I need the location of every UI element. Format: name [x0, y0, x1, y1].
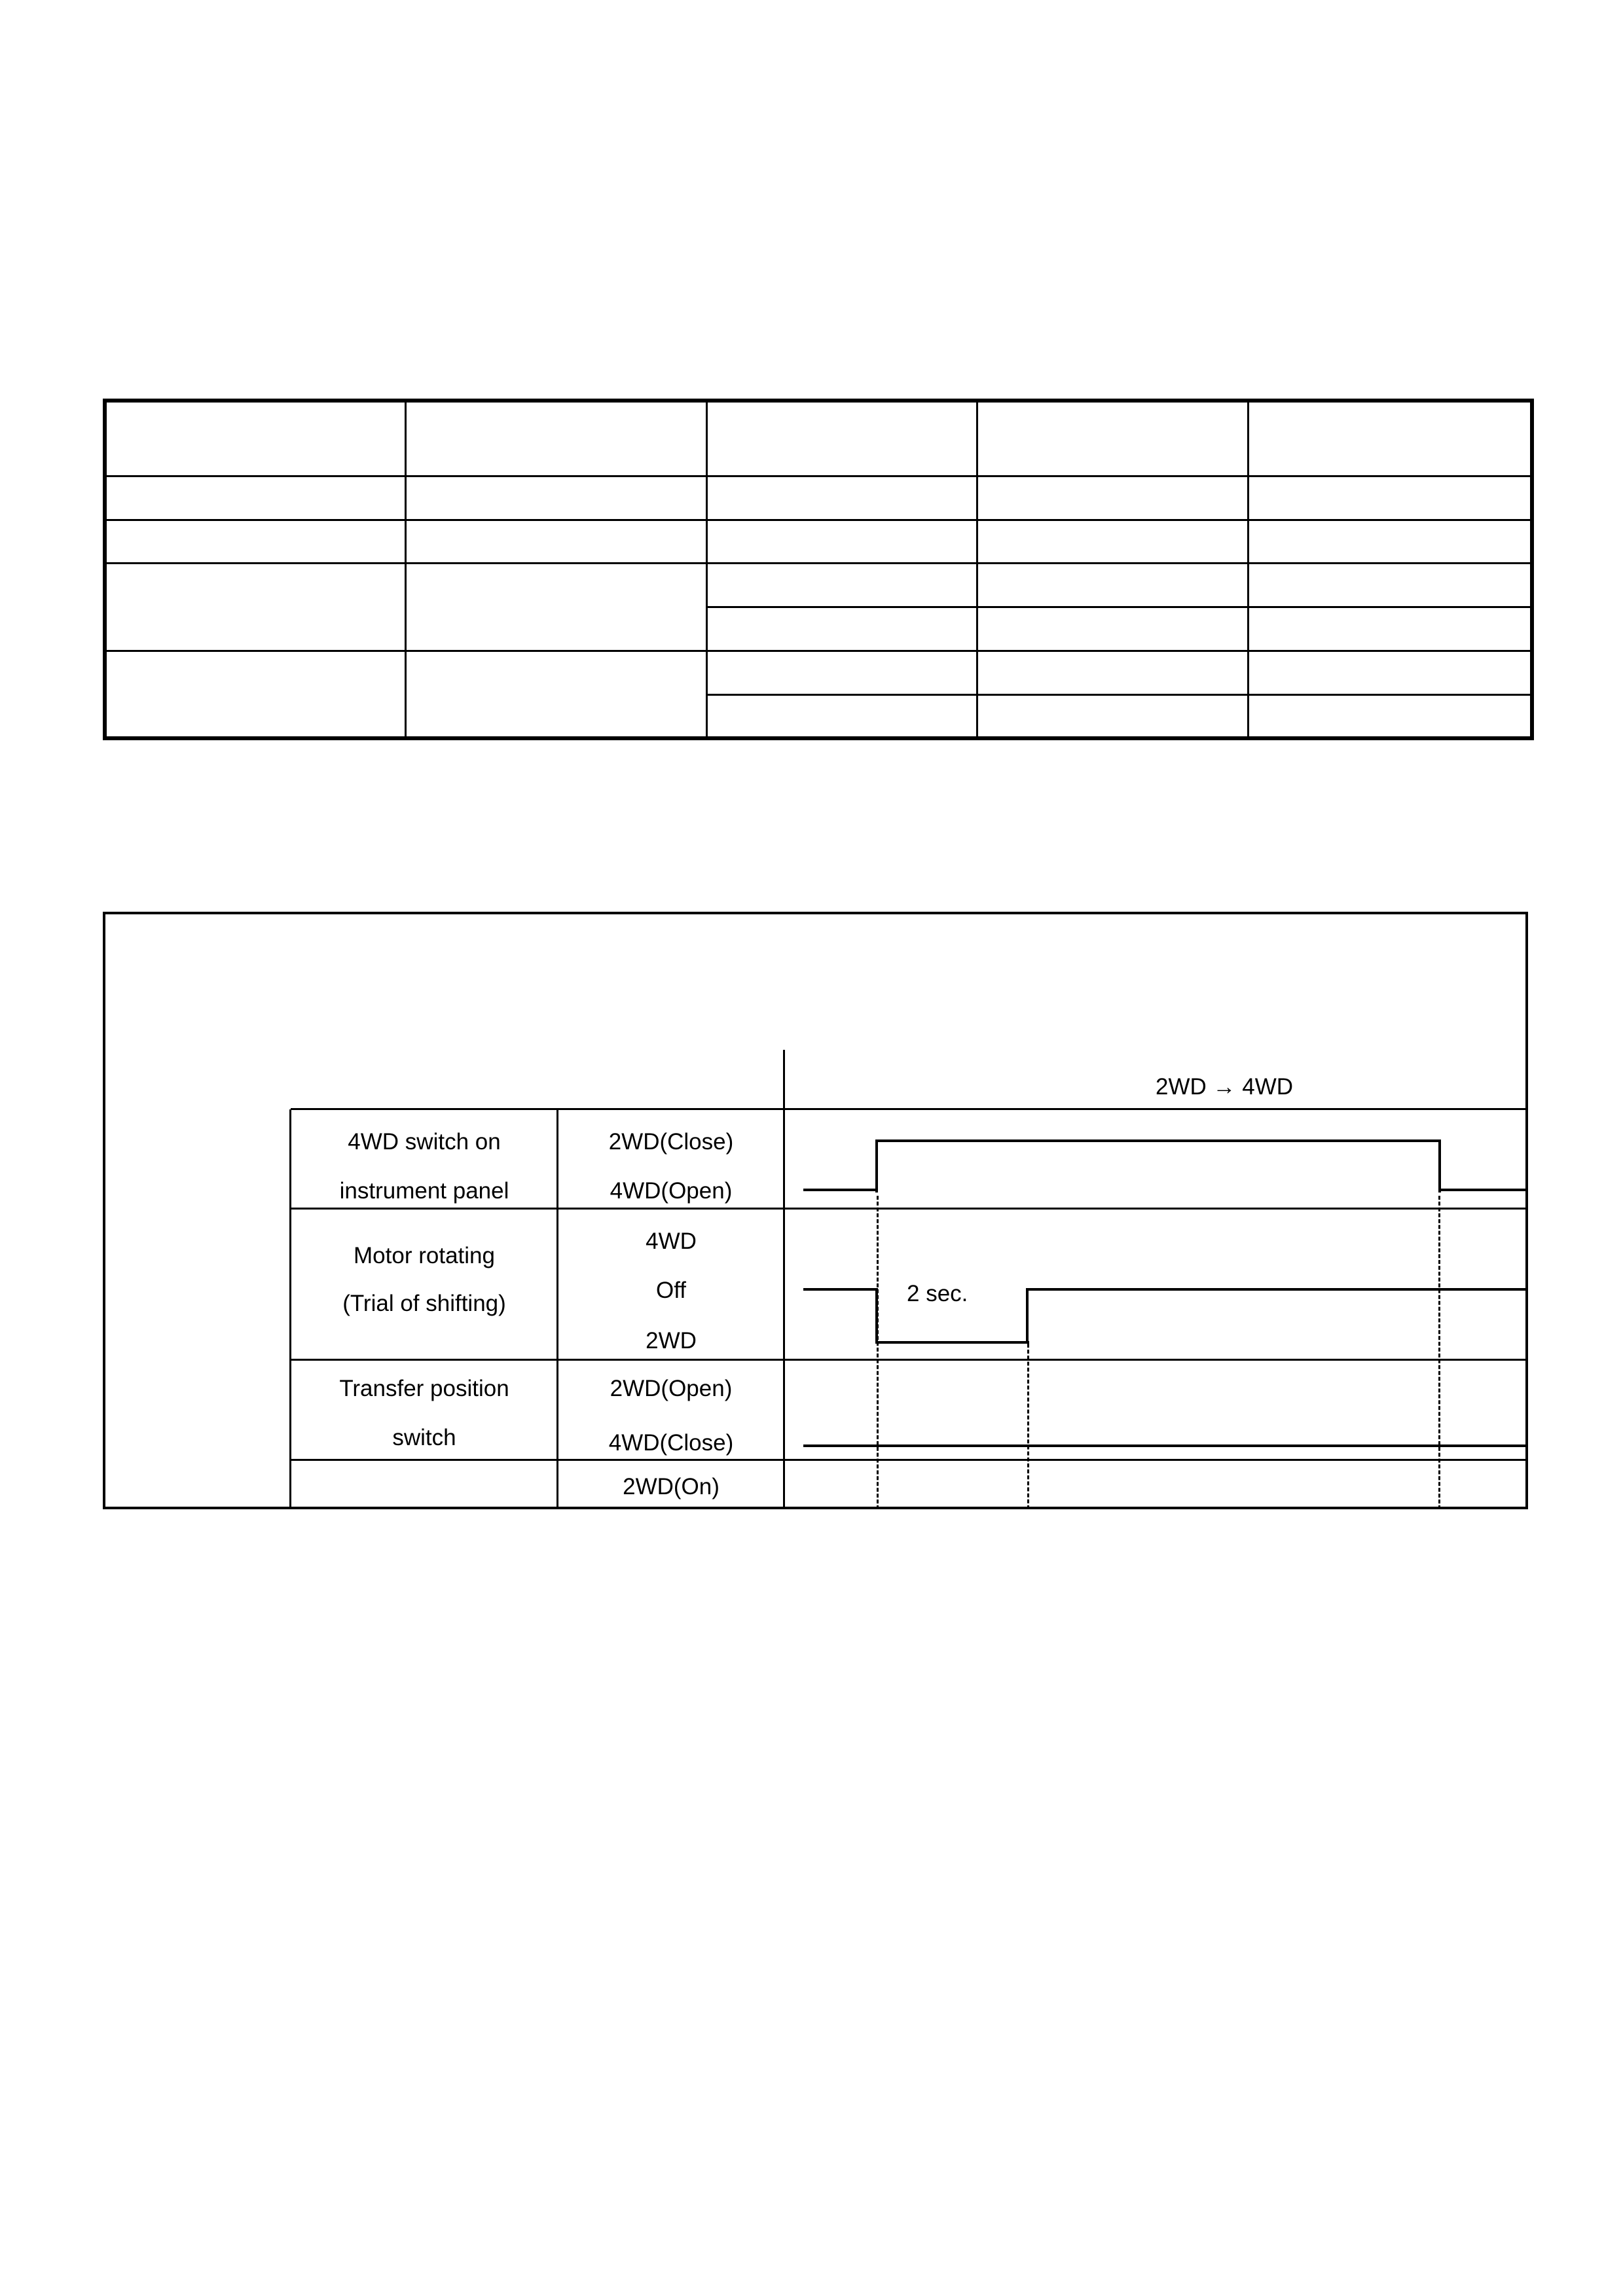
signal-level-label: 2WD(Close)	[608, 1129, 734, 1155]
signal-level-label: 4WD(Open)	[610, 1178, 733, 1204]
row-label: instrument panel	[339, 1178, 509, 1204]
diagram-grid-line	[291, 1459, 1528, 1461]
waveform-4wd-switch-low-left	[803, 1189, 878, 1191]
spec-table-column-line	[1247, 401, 1249, 738]
spec-table	[103, 399, 1534, 740]
event-marker-dashed-line	[1027, 1344, 1029, 1509]
waveform-4wd-switch-rise-edge	[875, 1139, 878, 1193]
waveform-4wd-switch-high	[877, 1139, 1441, 1142]
spec-table-row-line	[105, 475, 1532, 477]
row-label: Motor rotating	[354, 1243, 495, 1268]
spec-table-column-line	[976, 401, 978, 738]
waveform-transfer-switch-level	[803, 1444, 1528, 1447]
waveform-4wd-switch-fall-edge	[1438, 1139, 1441, 1193]
signal-level-label: 2WD(Open)	[610, 1376, 733, 1401]
signal-level-label: 4WD(Close)	[608, 1430, 734, 1456]
event-marker-dashed-line	[877, 1196, 879, 1509]
spec-table-row-line	[105, 562, 1532, 564]
event-marker-dashed-line	[1438, 1196, 1440, 1509]
diagram-grid-line	[291, 1359, 1528, 1361]
waveform-motor-2wd-dip	[877, 1341, 1029, 1344]
diagram-grid-line	[291, 1108, 1528, 1110]
waveform-motor-off-right	[1027, 1288, 1528, 1291]
waveform-motor-off-left	[803, 1288, 878, 1291]
spec-table-row-line	[105, 650, 1532, 652]
spec-table-column-line	[405, 401, 407, 738]
timing-diagram-frame	[103, 912, 1528, 1509]
signal-level-label: 2WD	[646, 1328, 697, 1354]
row-label: 4WD switch on	[348, 1129, 501, 1155]
spec-table-split-row-line	[707, 606, 1532, 608]
row-label: (Trial of shifting)	[342, 1291, 506, 1316]
two-sec-annotation: 2 sec.	[907, 1281, 968, 1306]
signal-level-label: 4WD	[646, 1229, 697, 1254]
waveform-motor-fall-edge	[875, 1288, 878, 1344]
signal-level-label: 2WD(On)	[623, 1474, 720, 1499]
spec-table-row-line	[105, 519, 1532, 521]
timing-header-label: 2WD → 4WD	[1156, 1074, 1293, 1100]
spec-table-column-line	[706, 401, 708, 738]
diagram-grid-line	[291, 1208, 1528, 1210]
row-label: switch	[392, 1425, 456, 1450]
waveform-motor-rise-edge	[1026, 1288, 1029, 1344]
signal-level-label: Off	[655, 1278, 687, 1303]
row-label: Transfer position	[339, 1376, 509, 1401]
waveform-4wd-switch-low-right	[1438, 1189, 1528, 1191]
spec-table-split-row-line	[707, 694, 1532, 696]
